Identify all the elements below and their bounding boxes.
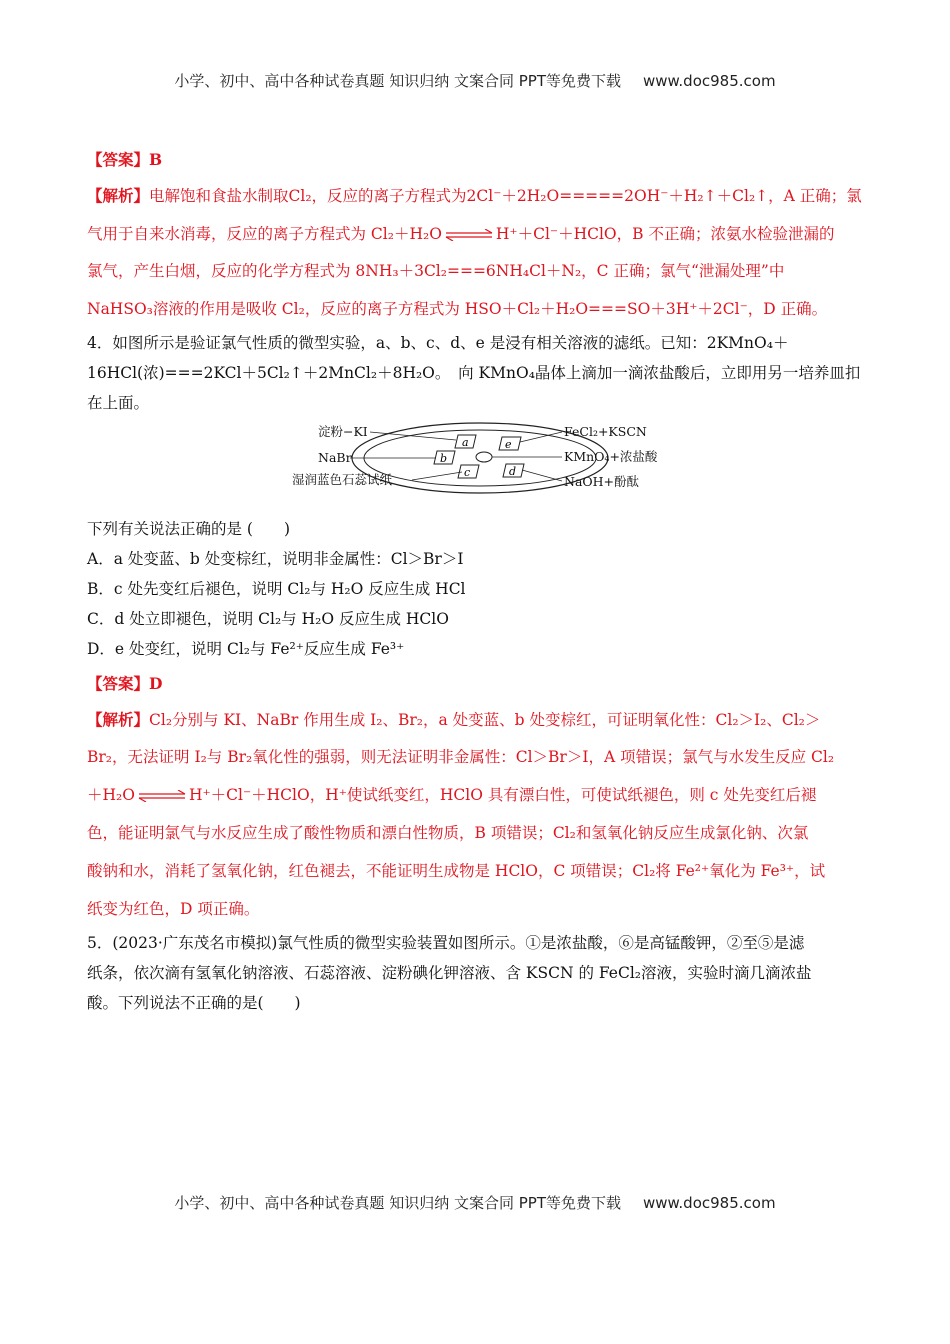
- q3-analysis-line2: 气用于自来水消毒，反应的离子方程式为 Cl₂＋H₂O H⁺＋Cl⁻＋HClO，B 不正确；浓氨水检验泄漏的: [87, 225, 835, 243]
- q4-analysis-line3: ＋H₂O H⁺＋Cl⁻＋HClO，H⁺使试纸变红，HClO 具有漂白性，可使试纸褪色，则 c 处先变红后褪: [87, 786, 817, 804]
- equilibrium-arrow-icon: [444, 229, 494, 241]
- equilibrium-arrow-icon: [137, 790, 187, 802]
- header-text: 小学、初中、高中各种试卷真题 知识归纳 文案合同 PPT等免费下载: [174, 72, 621, 90]
- svg-text:b: b: [440, 452, 448, 465]
- label-fecl2: FeCl₂+KSCN: [564, 424, 647, 439]
- q4-analysis-line6: 纸变为红色，D 项正确。: [87, 900, 260, 918]
- q4-analysis-line1: 【解析】Cl₂分别与 KI、NaBr 作用生成 I₂、Br₂，a 处变蓝、b 处变棕红，可证明氧化性：Cl₂＞I₂、Cl₂＞: [87, 710, 821, 729]
- paper-b: [434, 451, 455, 465]
- q3-analysis-label: 【解析】: [87, 186, 150, 205]
- q4-analysis-line2: Br₂，无法证明 I₂与 Br₂氧化性的强弱，则无法证明非金属性：Cl＞Br＞I，A 项错误；氯气与水发生反应 Cl₂: [87, 748, 835, 766]
- page-header: [0, 70, 950, 91]
- q4-option-d: D．e 处变红，说明 Cl₂与 Fe²⁺反应生成 Fe³⁺: [87, 640, 405, 658]
- label-kmno4: KMnO₄+浓盐酸: [564, 449, 658, 464]
- paper-d: [503, 464, 524, 478]
- footer-url[interactable]: www.doc985.com: [642, 1194, 776, 1212]
- footer-text: 小学、初中、高中各种试卷真题 知识归纳 文案合同 PPT等免费下载: [174, 1194, 621, 1212]
- q4-analysis-line4: 色，能证明氯气与水反应生成了酸性物质和漂白性物质，B 项错误；Cl₂和氢氧化钠反应生成氯化钠、次氯: [87, 824, 809, 842]
- kmno4-crystal: [476, 452, 492, 462]
- svg-text:d: d: [509, 465, 517, 478]
- label-starch-ki: 淀粉−KI: [318, 424, 368, 439]
- q5-stem-line1: 5．(2023·广东茂名市模拟)氯气性质的微型实验装置如图所示。①是浓盐酸，⑥是高锰酸钾，②至⑤是滤: [87, 934, 805, 952]
- q3-analysis-line4: NaHSO₃溶液的作用是吸收 Cl₂，反应的离子方程式为 HSO＋Cl₂＋H₂O===SO＋3H⁺＋2Cl⁻，D 正确。: [87, 300, 828, 318]
- paper-a: [455, 435, 476, 449]
- petri-dish-figure: [290, 418, 670, 496]
- paper-e: [499, 437, 521, 451]
- q4-answer: 【答案】D: [87, 674, 163, 693]
- q4-analysis-label: 【解析】: [87, 710, 150, 729]
- q5-stem-line2: 纸条，依次滴有氢氧化钠溶液、石蕊溶液、淀粉碘化钾溶液、含 KSCN 的 FeCl₂溶液，实验时滴几滴浓盐: [87, 964, 812, 982]
- label-naoh: NaOH+酚酞: [564, 474, 640, 489]
- q4-option-a: A．a 处变蓝、b 处变棕红，说明非金属性：Cl＞Br＞I: [87, 550, 464, 568]
- page-footer: [0, 1192, 950, 1213]
- header-url[interactable]: www.doc985.com: [642, 72, 776, 90]
- label-nabr: NaBr: [318, 450, 352, 465]
- q3-analysis-line1: 【解析】电解饱和食盐水制取Cl₂，反应的离子方程式为2Cl⁻＋2H₂O=====2OH⁻＋H₂↑＋Cl₂↑，A 正确；氯: [87, 186, 862, 205]
- q4-stem-line2: 16HCl(浓)===2KCl＋5Cl₂↑＋2MnCl₂＋8H₂O。 向 KMnO₄晶体上滴加一滴浓盐酸后，立即用另一培养皿扣: [87, 364, 861, 382]
- q5-stem-line3: 酸。下列说法不正确的是( ): [87, 994, 301, 1012]
- q4-stem-line1: 4．如图所示是验证氯气性质的微型实验，a、b、c、d、e 是浸有相关溶液的滤纸。已知：2KMnO₄＋: [87, 334, 789, 352]
- q3-analysis-line3: 氯气，产生白烟，反应的化学方程式为 8NH₃＋3Cl₂===6NH₄Cl＋N₂，C 正确；氯气“泄漏处理”中: [87, 262, 785, 280]
- q3-answer: 【答案】B: [87, 150, 163, 169]
- svg-text:a: a: [462, 436, 469, 449]
- q4-analysis-line5: 酸钠和水，消耗了氢氧化钠，红色褪去，不能证明生成物是 HClO，C 项错误；Cl₂将 Fe²⁺氧化为 Fe³⁺，试: [87, 862, 826, 880]
- q4-option-c: C．d 处立即褪色，说明 Cl₂与 H₂O 反应生成 HClO: [87, 610, 449, 628]
- svg-text:e: e: [505, 438, 512, 451]
- q4-option-b: B．c 处先变红后褪色，说明 Cl₂与 H₂O 反应生成 HCl: [87, 580, 466, 598]
- label-litmus: 湿润蓝色石蕊试纸: [292, 472, 393, 487]
- svg-text:c: c: [464, 466, 471, 479]
- q4-question: 下列有关说法正确的是 ( ): [87, 520, 291, 538]
- q4-stem-line3: 在上面。: [87, 394, 150, 412]
